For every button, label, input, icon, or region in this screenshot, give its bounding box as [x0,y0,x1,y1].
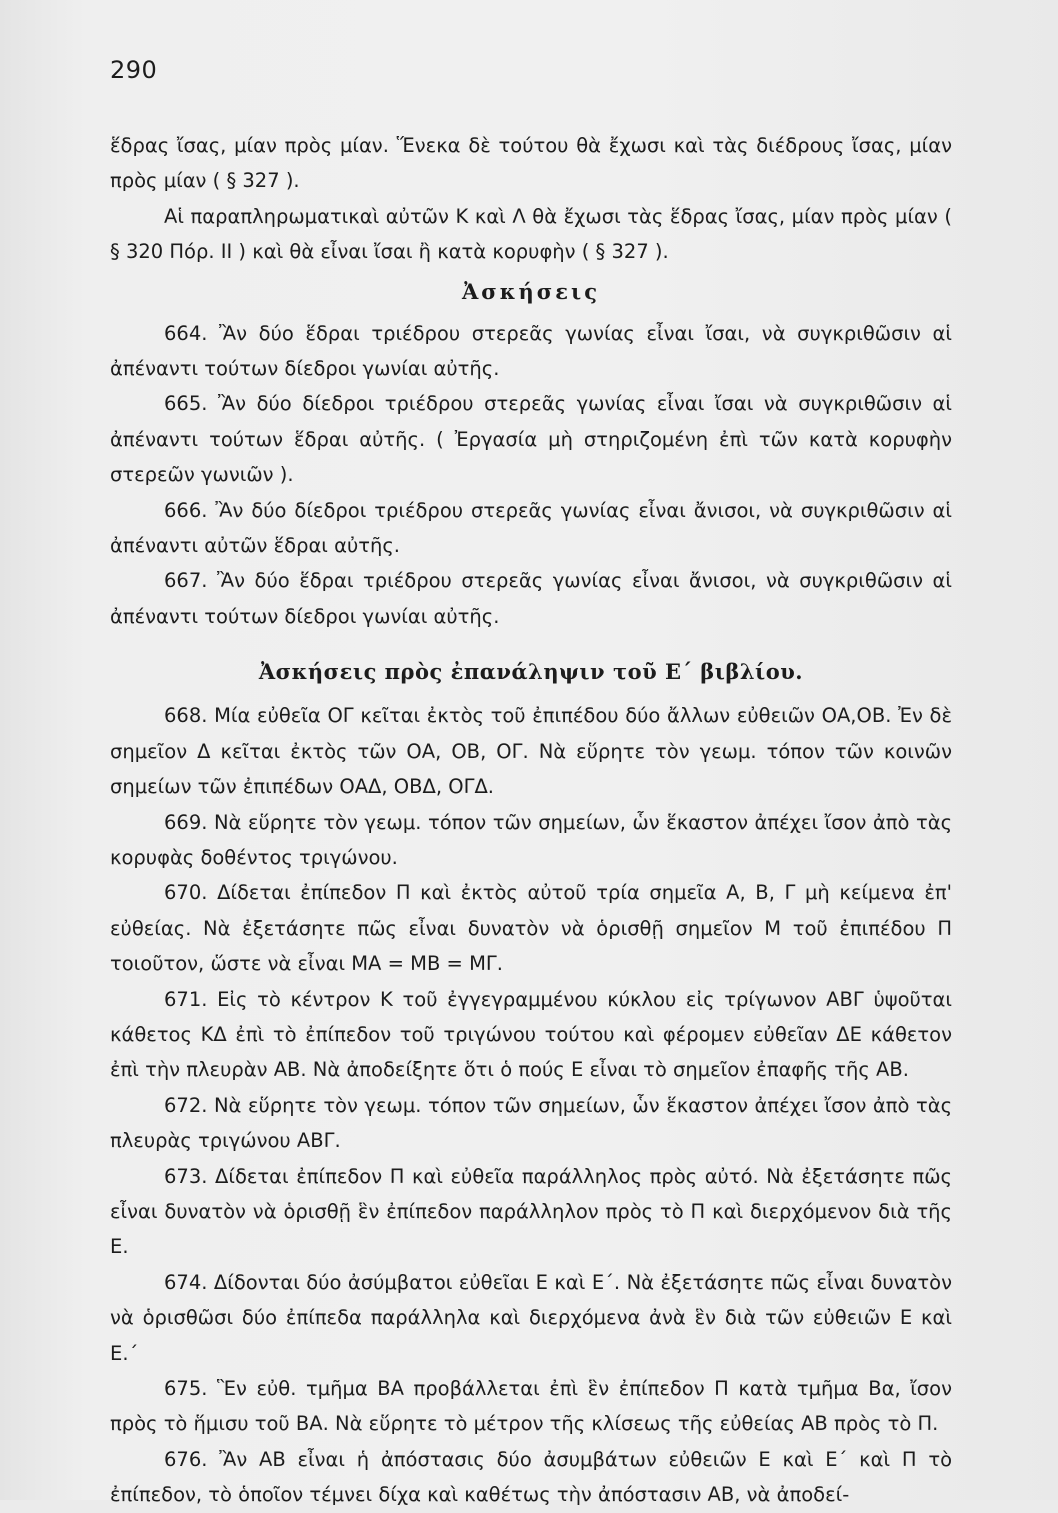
exercise-text: Δίδεται ἐπίπεδον Π καὶ ἐκτὸς αὐτοῦ τρία σημεῖα Α, Β, Γ μὴ κείμενα ἐπ' εὐθείας. Νὰ ἐξετάσητε πῶς εἶναι δυνατὸν νὰ ὁρισθῇ σημεῖον Μ τοῦ ἐπιπέδου Π τοιοῦτον, ὥστε νὰ εἶναι ΜΑ = ΜΒ = ΜΓ. [110,881,952,976]
exercise-text: Νὰ εὕρητε τὸν γεωμ. τόπον τῶν σημείων, ὧν ἕκαστον ἀπέχει ἴσον ἀπὸ τὰς κορυφὰς δοθέντος τριγώνου. [110,810,953,869]
exercise-text: Μία εὐθεῖα ΟΓ κεῖται ἐκτὸς τοῦ ἐπιπέδου δύο ἄλλων εὐθειῶν ΟΑ,ΟΒ. Ἐν δὲ σημεῖον Δ κεῖται ἐκτὸς τῶν ΟΑ, ΟΒ, ΟΓ. Νὰ εὕρητε τὸν γεωμ. τόπον τῶν κοινῶν σημείων τῶν ἐπιπέδων ΟΑΔ, ΟΒΔ, ΟΓΔ. [110,704,952,799]
exercises-heading: Ἀσκήσεις [462,278,600,304]
exercise-number: 674. [164,1270,208,1294]
exercise-666 [110,493,952,564]
exercise-672 [110,1088,952,1159]
page-body [110,128,952,1513]
exercise-number: 671. [164,987,208,1011]
exercise-number: 666. [164,498,208,522]
exercise-673 [110,1159,952,1265]
exercise-669 [110,805,952,876]
intro-paragraph-1: ἕδρας ἴσας, μίαν πρὸς μίαν. Ἕνεκα δὲ τούτου θὰ ἔχωσι καὶ τὰς διέδρους ἴσας, μίαν πρὸς μίαν ( § 327 ). [110,134,952,193]
exercise-number: 672. [164,1093,208,1117]
exercise-text: Ἂν δύο δίεδροι τριέδρου στερεᾶς γωνίας εἶναι ἄνισοι, νὰ συγκριθῶσιν αἱ ἀπέναντι αὐτῶν ἕδραι αὐτῆς. [110,498,952,558]
exercise-676 [110,1442,952,1513]
review-exercises-heading: Ἀσκήσεις πρὸς ἐπανάληψιν τοῦ Ε΄ βιβλίου. [258,659,804,685]
intro-paragraph-2: Αἱ παραπληρωματικαὶ αὐτῶν Κ καὶ Λ θὰ ἔχωσι τὰς ἕδρας ἴσας, μίαν πρὸς μίαν ( § 320 Πόρ. II ) καὶ θὰ εἶναι ἴσαι ἢ κατὰ κορυφὴν ( § 327 ). [110,204,952,264]
exercise-number: 669. [164,810,208,834]
exercise-text: Ἂν δύο δίεδροι τριέδρου στερεᾶς γωνίας εἶναι ἴσαι νὰ συγκριθῶσιν αἱ ἀπέναντι τούτων ἕδραι αὐτῆς. ( Ἐργασία μὴ στηριζομένη ἐπὶ τῶν κατὰ κορυφὴν στερεῶν γωνιῶν ). [110,392,953,487]
exercise-number: 668. [164,704,208,728]
exercise-number: 676. [164,1447,208,1471]
exercise-text: Ἂν δύο ἕδραι τριέδρου στερεᾶς γωνίας εἶναι ἄνισοι, νὰ συγκριθῶσιν αἱ ἀπέναντι τούτων δίεδροι γωνίαι αὐτῆς. [110,569,952,628]
exercise-number: 667. [164,569,208,593]
exercise-number: 673. [164,1164,208,1188]
exercise-text: Εἰς τὸ κέντρον Κ τοῦ ἐγγεγραμμένου κύκλου εἰς τρίγωνον ΑΒΓ ὑψοῦται κάθετος ΚΔ ἐπὶ τὸ ἐπίπεδον τοῦ τριγώνου τούτου καὶ φέρομεν εὐθεῖαν ΔΕ κάθετον ἐπὶ τὴν πλευρὰν ΑΒ. Νὰ ἀποδείξητε ὅτι ὁ πούς Ε εἶναι τὸ σημεῖον ἐπαφῆς τῆς ΑΒ. [110,987,952,1082]
page-number: 290 [110,56,158,84]
exercise-text: Ἂν δύο ἕδραι τριέδρου στερεᾶς γωνίας εἶναι ἴσαι, νὰ συγκριθῶσιν αἱ ἀπέναντι τούτων δίεδροι γωνίαι αὐτῆς. [110,321,953,381]
exercise-text: Δίδεται ἐπίπεδον Π καὶ εὐθεῖα παράλληλος πρὸς αὐτό. Νὰ ἐξετάσητε πῶς εἶναι δυνατὸν νὰ ὁρισθῇ ἓν ἐπίπεδον παράλληλον πρὸς τὸ Π καὶ διερχόμενον διὰ τῆς Ε. [110,1164,952,1259]
exercise-664 [110,316,952,387]
exercise-text: Δίδονται δύο ἀσύμβατοι εὐθεῖαι Ε καὶ Ε΄. Νὰ ἐξετάσητε πῶς εἶναι δυνατὸν νὰ ὁρισθῶσι δύο ἐπίπεδα παράλληλα καὶ διερχόμενα ἀνὰ ἓν διὰ τῶν εὐθειῶν Ε καὶ Ε.΄ [110,1270,952,1365]
exercise-671 [110,982,952,1088]
exercise-text: Ἂν ΑΒ εἶναι ἡ ἀπόστασις δύο ἀσυμβάτων εὐθειῶν Ε καὶ Ε΄ καὶ Π τὸ ἐπίπεδον, τὸ ὁποῖον τέμνει δίχα καὶ καθέτως τὴν ἀπόστασιν ΑΒ, νὰ ἀποδεί- [110,1447,952,1507]
exercise-number: 675. [164,1377,208,1400]
exercise-text: Νὰ εὕρητε τὸν γεωμ. τόπον τῶν σημείων, ὧν ἕκαστον ἀπέχει ἴσον ἀπὸ τὰς πλευρὰς τριγώνου ΑΒΓ. [110,1093,953,1153]
exercise-number: 670. [164,881,208,905]
exercise-668 [110,698,952,804]
exercise-number: 665. [164,392,208,416]
exercise-675 [110,1371,952,1442]
exercise-665 [110,386,952,492]
exercise-667 [110,563,952,634]
exercise-text: Ἓν εὐθ. τμῆμα ΒΑ προβάλλεται ἐπὶ ἓν ἐπίπεδον Π κατὰ τμῆμα Βα, ἴσον πρὸς τὸ ἥμισυ τοῦ ΒΑ. Νὰ εὕρητε τὸ μέτρον τῆς κλίσεως τῆς εὐθείας ΑΒ πρὸς τὸ Π. [110,1377,952,1436]
exercise-674 [110,1265,952,1371]
exercise-670 [110,875,952,981]
exercise-number: 664. [164,321,208,345]
